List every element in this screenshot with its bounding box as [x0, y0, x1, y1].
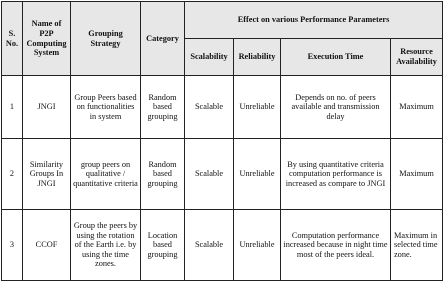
cell-strategy: Group the peers by using the rotation of the Earth i.e. by using the time zones. [71, 210, 141, 281]
cell-sno: 3 [2, 210, 23, 281]
cell-execution-time: Computation performance increased because in night time most of the peers ideal. [281, 210, 391, 281]
header-row-1 [2, 2, 443, 39]
header-scalability: Scalability [185, 39, 234, 76]
cell-strategy: Group Peers based on functionalities in system [71, 76, 141, 139]
cell-name: JNGI [23, 76, 71, 139]
cell-reliability: Unreliable [234, 139, 281, 210]
cell-execution-time: By using quantitative criteria computation performance is increased as compare to JNGI [281, 139, 391, 210]
table-row [2, 76, 443, 139]
header-reliability: Reliability [234, 39, 281, 76]
cell-resource-availability: Maximum [391, 76, 443, 139]
header-effect: Effect on various Performance Parameters [185, 2, 443, 39]
cell-scalability: Scalable [185, 76, 234, 139]
header-category: Category [141, 2, 185, 76]
cell-category: Location based grouping [141, 210, 185, 281]
cell-category: Random based grouping [141, 139, 185, 210]
cell-reliability: Unreliable [234, 210, 281, 281]
header-sno: S. No. [2, 2, 23, 76]
table-row [2, 210, 443, 281]
table-row [2, 139, 443, 210]
header-name: Name of P2P Computing System [23, 2, 71, 76]
cell-resource-availability: Maximum [391, 139, 443, 210]
header-execution-time: Execution Time [281, 39, 391, 76]
cell-sno: 1 [2, 76, 23, 139]
cell-scalability: Scalable [185, 210, 234, 281]
cell-reliability: Unreliable [234, 76, 281, 139]
cell-strategy: group peers on qualitative / quantitative criteria [71, 139, 141, 210]
cell-category: Random based grouping [141, 76, 185, 139]
cell-name: Similarity Groups In JNGI [23, 139, 71, 210]
p2p-comparison-table [1, 1, 443, 281]
header-strategy: Grouping Strategy [71, 2, 141, 76]
cell-execution-time: Depends on no. of peers available and transmission delay [281, 76, 391, 139]
cell-scalability: Scalable [185, 139, 234, 210]
header-resource-availability: Resource Availability [391, 39, 443, 76]
cell-resource-availability: Maximum in selected time zone. [391, 210, 443, 281]
cell-sno: 2 [2, 139, 23, 210]
cell-name: CCOF [23, 210, 71, 281]
